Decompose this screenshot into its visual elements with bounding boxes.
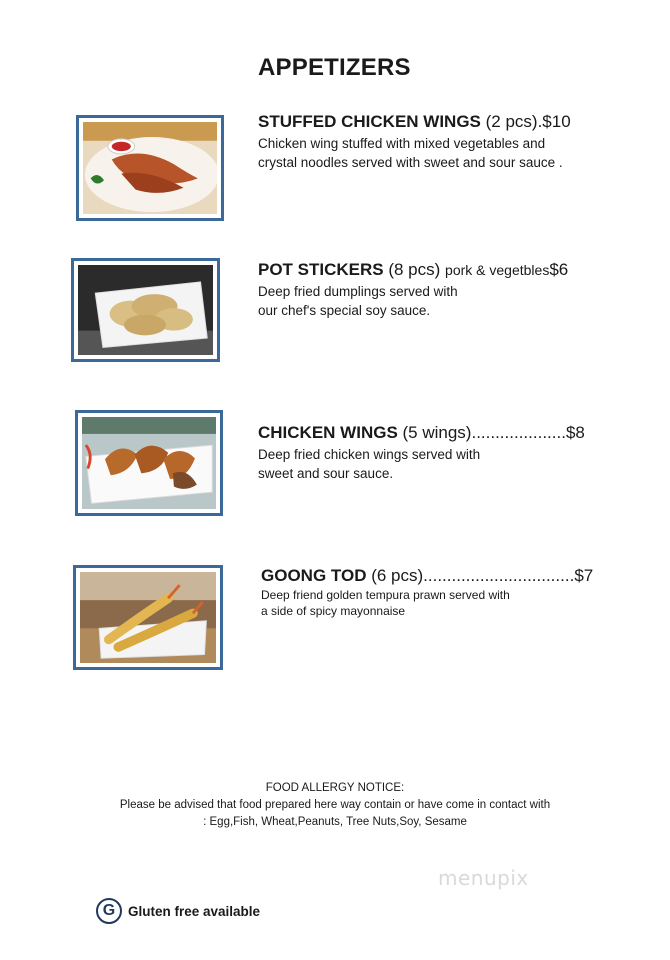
description-line: our chef's special soy sauce. xyxy=(258,303,431,318)
description-line: Deep fried dumplings served with xyxy=(258,284,458,299)
menu-item-price: $10 xyxy=(542,112,571,131)
menu-item-description xyxy=(258,445,618,483)
menu-item-name: GOONG TOD xyxy=(261,566,367,585)
description-line: Deep friend golden tempura prawn served with xyxy=(261,588,510,602)
description-line: Deep fried chicken wings served with xyxy=(258,447,481,462)
menu-item-description xyxy=(261,587,621,619)
watermark-logo: menupix xyxy=(438,866,529,890)
allergy-notice-line: Please be advised that food prepared here way contain or have come in contact with xyxy=(119,799,551,811)
menu-item-price: $8 xyxy=(565,423,585,442)
chicken-wings-photo xyxy=(75,410,223,516)
stuffed-chicken-wings-photo xyxy=(76,115,224,221)
page-title: APPETIZERS xyxy=(258,54,411,81)
description-line: Chicken wing stuffed with mixed vegetables and xyxy=(258,136,546,151)
gluten-free-icon: G xyxy=(96,898,122,924)
menu-item-note: pork & vegetbles xyxy=(445,262,550,278)
menu-item-name: STUFFED CHICKEN WINGS xyxy=(258,112,481,131)
menu-item-heading xyxy=(261,566,593,586)
pot-stickers-photo xyxy=(71,258,220,362)
goong-tod-photo xyxy=(73,565,223,670)
menu-item-description xyxy=(258,282,618,320)
menu-item-qty: (8 pcs) xyxy=(383,260,446,279)
allergy-notice xyxy=(0,780,670,831)
menu-item-price: $7 xyxy=(574,566,594,585)
menu-item-description xyxy=(258,134,618,172)
menu-item-name: CHICKEN WINGS xyxy=(258,423,398,442)
allergy-notice-allergens: : Egg,Fish, Wheat,Peanuts, Tree Nuts,Soy, Sesame xyxy=(203,816,467,828)
allergy-notice-title: FOOD ALLERGY NOTICE: xyxy=(265,782,405,794)
menu-item-name: POT STICKERS xyxy=(258,260,384,279)
menu-item-qty: (2 pcs). xyxy=(480,112,543,131)
menu-item-qty: (5 wings).................... xyxy=(397,423,566,442)
menu-item-heading xyxy=(258,260,568,280)
description-line: a side of spicy mayonnaise xyxy=(261,604,406,618)
menu-item-price: $6 xyxy=(549,260,569,279)
menu-item-qty: (6 pcs)................................ xyxy=(366,566,575,585)
menu-item-heading xyxy=(258,112,571,132)
gluten-free-label: Gluten free available xyxy=(128,903,261,919)
description-line: sweet and sour sauce. xyxy=(258,466,394,481)
description-line: crystal noodles served with sweet and sour sauce . xyxy=(258,155,563,170)
menu-item-heading xyxy=(258,423,585,443)
gluten-free-legend xyxy=(96,898,260,924)
